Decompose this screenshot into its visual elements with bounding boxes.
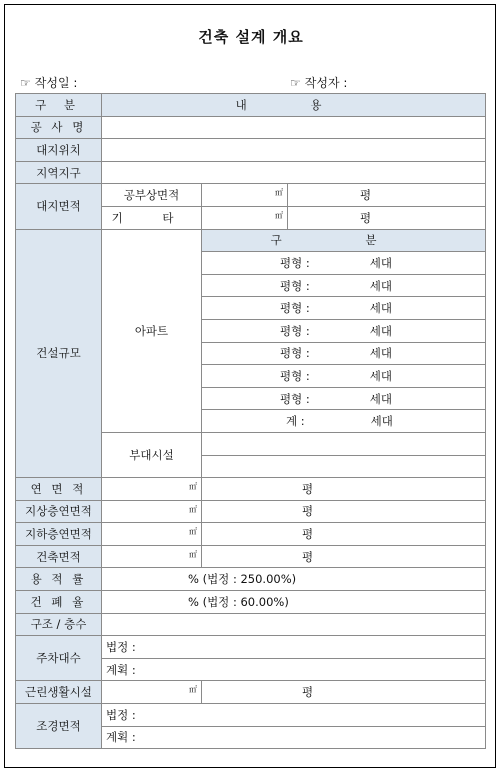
date-field <box>20 74 77 91</box>
zone-label: 지역지구 <box>16 161 102 184</box>
structure-label: 구조 / 층수 <box>16 613 102 636</box>
apartment-label: 아파트 <box>102 229 202 432</box>
unit-field[interactable]: 평형 : 세대 <box>202 342 486 365</box>
below-ground-sqm-field[interactable]: ㎡ <box>102 523 202 546</box>
unit-field[interactable]: 평형 : 세대 <box>202 365 486 388</box>
document-title: 건축 설계 개요 <box>198 28 304 46</box>
neighborhood-label: 근린생활시설 <box>16 681 102 704</box>
above-ground-sqm-field[interactable]: ㎡ <box>102 500 202 523</box>
design-overview-table <box>15 93 486 749</box>
public-area-sqm-field[interactable]: ㎡ <box>202 184 288 207</box>
table-row <box>16 478 486 501</box>
table-row <box>16 681 486 704</box>
above-ground-area-label: 지상층연면적 <box>16 500 102 523</box>
site-area-label: 대지면적 <box>16 184 102 229</box>
date-label: 작성일 : <box>34 76 78 90</box>
table-row <box>16 523 486 546</box>
unit-field[interactable]: 평형 : 세대 <box>202 274 486 297</box>
auxiliary-field[interactable] <box>202 455 486 478</box>
table-row <box>16 636 486 659</box>
table-row <box>16 704 486 727</box>
unit-field[interactable]: 평형 : 세대 <box>202 297 486 320</box>
structure-field[interactable] <box>102 613 486 636</box>
table-row <box>16 613 486 636</box>
below-ground-area-label: 지하층연면적 <box>16 523 102 546</box>
site-location-label: 대지위치 <box>16 139 102 162</box>
table-row <box>16 545 486 568</box>
far-field[interactable]: % (법정 : 250.00%) <box>102 568 486 591</box>
table-row <box>16 139 486 162</box>
landscape-legal-field[interactable]: 법정 : <box>102 704 486 727</box>
project-name-field[interactable] <box>102 116 486 139</box>
building-area-label: 건축면적 <box>16 545 102 568</box>
table-row <box>16 500 486 523</box>
header-category: 구 분 <box>16 94 102 117</box>
scale-label: 건설규모 <box>16 229 102 478</box>
auxiliary-label: 부대시설 <box>102 432 202 477</box>
public-area-pyeong-field[interactable]: 평 <box>288 184 486 207</box>
other-area-pyeong-field[interactable]: 평 <box>288 206 486 229</box>
zone-field[interactable] <box>102 161 486 184</box>
header-row <box>16 94 486 117</box>
table-row <box>16 116 486 139</box>
public-area-label: 공부상면적 <box>102 184 202 207</box>
bcr-label: 건 폐 율 <box>16 591 102 614</box>
floor-area-sqm-field[interactable]: ㎡ <box>102 478 202 501</box>
site-location-field[interactable] <box>102 139 486 162</box>
table-row <box>16 161 486 184</box>
below-ground-pyeong-field[interactable]: 평 <box>202 523 486 546</box>
header-content: 내 용 <box>102 94 486 117</box>
other-area-sqm-field[interactable]: ㎡ <box>202 206 288 229</box>
building-area-sqm-field[interactable]: ㎡ <box>102 545 202 568</box>
table-row <box>16 229 486 252</box>
pointing-hand-icon: ☞ <box>20 76 31 90</box>
neighborhood-pyeong-field[interactable]: 평 <box>202 681 486 704</box>
author-field <box>290 74 347 91</box>
bcr-field[interactable]: % (법정 : 60.00%) <box>102 591 486 614</box>
above-ground-pyeong-field[interactable]: 평 <box>202 500 486 523</box>
building-area-pyeong-field[interactable]: 평 <box>202 545 486 568</box>
unit-field[interactable]: 평형 : 세대 <box>202 252 486 275</box>
far-label: 용 적 률 <box>16 568 102 591</box>
author-label: 작성자 : <box>304 76 348 90</box>
auxiliary-field[interactable] <box>202 432 486 455</box>
project-name-label: 공 사 명 <box>16 116 102 139</box>
floor-area-label: 연 면 적 <box>16 478 102 501</box>
other-area-label: 기 타 <box>102 206 202 229</box>
unit-field[interactable]: 평형 : 세대 <box>202 387 486 410</box>
landscape-label: 조경면적 <box>16 704 102 749</box>
floor-area-pyeong-field[interactable]: 평 <box>202 478 486 501</box>
unit-field[interactable]: 평형 : 세대 <box>202 319 486 342</box>
pointing-hand-icon: ☞ <box>290 76 301 90</box>
table-row <box>16 184 486 207</box>
total-field[interactable]: 계 : 세대 <box>202 410 486 433</box>
table-row <box>16 568 486 591</box>
apartment-header: 구 분 <box>202 229 486 252</box>
table-row <box>16 591 486 614</box>
parking-planned-field[interactable]: 계획 : <box>102 658 486 681</box>
parking-label: 주차대수 <box>16 636 102 681</box>
neighborhood-sqm-field[interactable]: ㎡ <box>102 681 202 704</box>
parking-legal-field[interactable]: 법정 : <box>102 636 486 659</box>
landscape-planned-field[interactable]: 계획 : <box>102 726 486 749</box>
